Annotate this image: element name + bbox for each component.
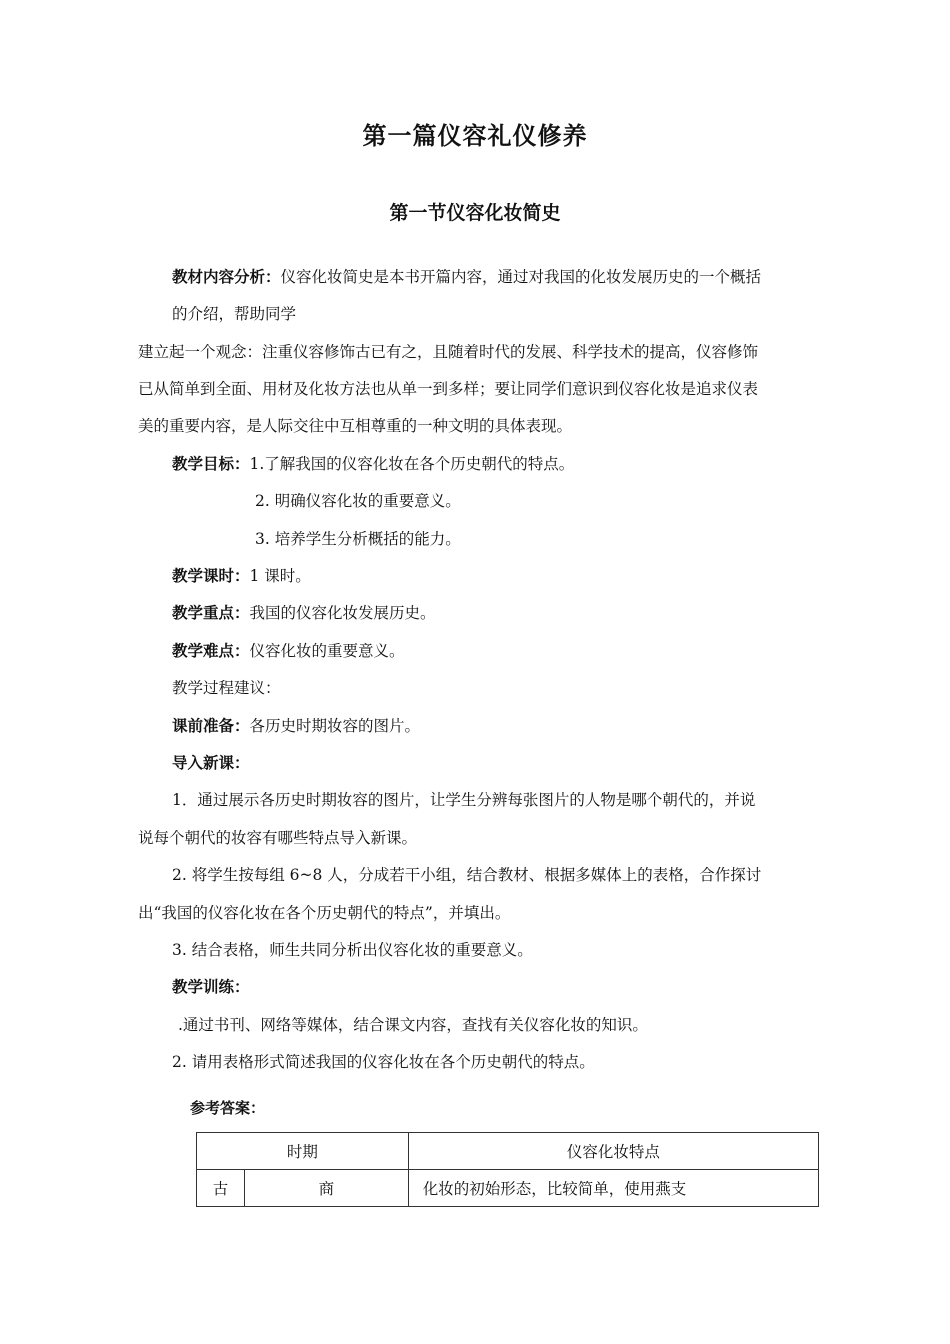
training-label: 教学训练： (172, 978, 250, 996)
analysis-line-5: 美的重要内容，是人际交往中互相尊重的一种文明的具体表现。 (138, 417, 573, 435)
intro-paragraph-1a: 1．通过展示各历史时期妆容的图片，让学生分辨每张图片的人物是哪个朝代的，并说 (172, 791, 756, 809)
intro-paragraph-2a: 2. 将学生按每组 6~8 人，分成若干小组，结合教材、根据多媒体上的表格，合作探讨 (172, 866, 762, 884)
difficulty-text: 仪容化妆的重要意义。 (249, 642, 405, 660)
training-item-1: .通过书刊、网络等媒体，结合课文内容，查找有关仪容化妆的知识。 (178, 1016, 648, 1034)
intro-label: 导入新课： (172, 754, 250, 772)
table-header-row (197, 1133, 819, 1170)
key-point-line (172, 602, 436, 624)
section-title: 第一节仪容化妆简史 (389, 202, 561, 224)
row-dynasty-cell: 商 (244, 1170, 408, 1207)
intro-paragraph-2b: 出“我国的仪容化妆在各个历史朝代的特点”，并填出。 (138, 904, 511, 922)
prep-label: 课前准备： (172, 717, 250, 735)
goals-line-1 (172, 453, 574, 475)
header-feature: 仪容化妆特点 (408, 1133, 818, 1170)
training-item-2: 2. 请用表格形式简述我国的仪容化妆在各个历史朝代的特点。 (172, 1053, 595, 1071)
row-era-cell: 古 (197, 1170, 245, 1207)
intro-paragraph-1b: 说每个朝代的妆容有哪些特点导入新课。 (138, 829, 418, 847)
key-point-text: 我国的仪容化妆发展历史。 (249, 604, 436, 622)
analysis-line-4: 已从简单到全面、用材及化妆方法也从单一到多样；要让同学们意识到仪容化妆是追求仪表 (138, 380, 759, 398)
goals-label: 教学目标： (172, 455, 250, 473)
hours-line (172, 565, 311, 587)
prep-text: 各历史时期妆容的图片。 (249, 717, 421, 735)
process-label: 教学过程建议： (172, 679, 281, 697)
difficulty-line (172, 640, 405, 662)
intro-paragraph-3: 3. 结合表格，师生共同分析出仪容化妆的重要意义。 (172, 941, 533, 959)
table-row (197, 1170, 819, 1207)
analysis-text-1: 仪容化妆简史是本书开篇内容，通过对我国的化妆发展历史的一个概括 (280, 268, 762, 286)
analysis-line-1 (172, 266, 761, 288)
hours-label: 教学课时： (172, 567, 250, 585)
key-point-label: 教学重点： (172, 604, 250, 622)
document-title: 第一篇仪容礼仪修养 (362, 122, 588, 150)
goal-item-3: 3. 培养学生分析概括的能力。 (255, 530, 461, 548)
hours-text: 1 课时。 (249, 567, 311, 585)
analysis-line-3: 建立起一个观念：注重仪容修饰古已有之，且随着时代的发展、科学技术的提高，仪容修饰 (138, 343, 759, 361)
goal-item-1: 1.了解我国的仪容化妆在各个历史朝代的特点。 (249, 455, 575, 473)
difficulty-label: 教学难点： (172, 642, 250, 660)
analysis-line-2: 的介绍，帮助同学 (172, 305, 297, 323)
analysis-label: 教材内容分析： (172, 268, 281, 286)
prep-line (172, 715, 420, 737)
header-period: 时期 (197, 1133, 409, 1170)
row-feature-cell: 化妆的初始形态，比较简单，使用燕支 (408, 1170, 818, 1207)
goal-item-2: 2. 明确仪容化妆的重要意义。 (255, 492, 461, 510)
answer-label: 参考答案： (190, 1099, 266, 1117)
answer-table (196, 1132, 819, 1207)
